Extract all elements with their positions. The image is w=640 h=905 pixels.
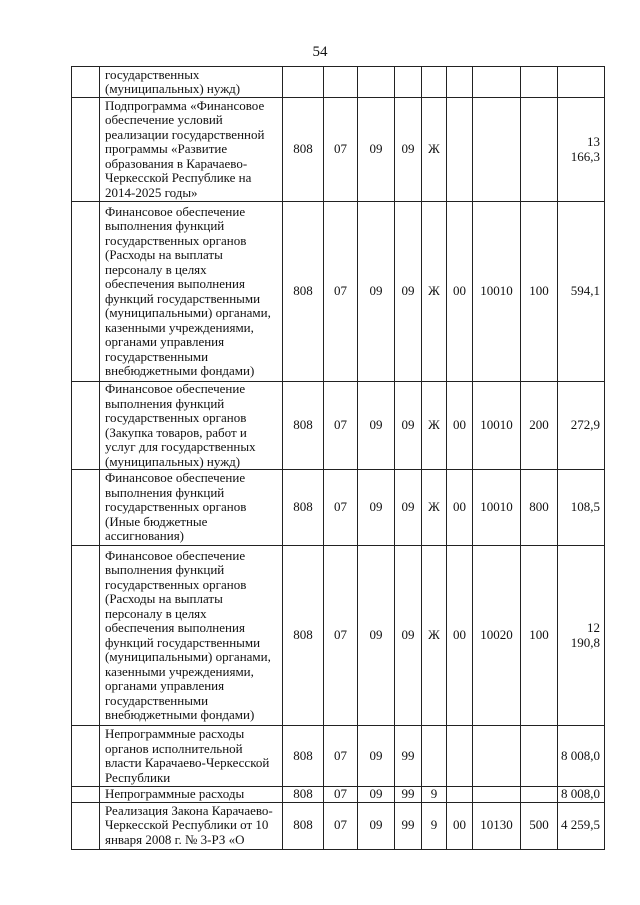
ministry-code-cell: 808 — [283, 382, 324, 470]
ministry-code-cell: 808 — [283, 98, 324, 202]
subprogram-code-cell: Ж — [422, 546, 447, 726]
section-code-cell: 07 — [324, 802, 358, 849]
expense-type-cell: 100 — [521, 546, 558, 726]
program-code-cell: 99 — [395, 787, 422, 803]
direction-code-cell: 00 — [447, 202, 473, 382]
table-row — [72, 202, 605, 382]
amount-cell: 12 190,8 — [558, 546, 605, 726]
subprogram-code-cell: Ж — [422, 202, 447, 382]
table-row — [72, 98, 605, 202]
section-code-cell — [324, 67, 358, 98]
section-code-cell: 07 — [324, 470, 358, 546]
expense-type-cell: 800 — [521, 470, 558, 546]
row-name-cell: Непрограммные расходы органов исполнительной власти Карачаево-Черкесской Республики — [100, 726, 283, 787]
expense-code-cell: 10010 — [473, 470, 521, 546]
expense-code-cell — [473, 98, 521, 202]
direction-code-cell: 00 — [447, 470, 473, 546]
table-row — [72, 802, 605, 849]
subprogram-code-cell: Ж — [422, 98, 447, 202]
expense-type-cell: 500 — [521, 802, 558, 849]
expense-code-cell — [473, 67, 521, 98]
direction-code-cell: 00 — [447, 382, 473, 470]
program-code-cell: 09 — [395, 202, 422, 382]
subprogram-code-cell: Ж — [422, 382, 447, 470]
program-code-cell: 09 — [395, 382, 422, 470]
amount-cell: 4 259,5 — [558, 802, 605, 849]
ministry-code-cell: 808 — [283, 470, 324, 546]
subsection-code-cell: 09 — [358, 802, 395, 849]
program-code-cell: 09 — [395, 470, 422, 546]
subsection-code-cell: 09 — [358, 202, 395, 382]
expense-type-cell: 100 — [521, 202, 558, 382]
section-code-cell: 07 — [324, 787, 358, 803]
ministry-code-cell: 808 — [283, 546, 324, 726]
section-code-cell: 07 — [324, 382, 358, 470]
expense-type-cell: 200 — [521, 382, 558, 470]
table-row — [72, 470, 605, 546]
row-name-cell: Непрограммные расходы — [100, 787, 283, 803]
amount-cell — [558, 67, 605, 98]
amount-cell: 108,5 — [558, 470, 605, 546]
expense-type-cell — [521, 726, 558, 787]
row-name-cell: Финансовое обеспечение выполнения функций государственных органов (Расходы на выплаты персоналу в целях обеспечения выполнения функций государственными (муниципальными) органами, казенными учреждениями, органами управления государственными внебюджетными фондами) — [100, 202, 283, 382]
table-row — [72, 67, 605, 98]
budget-table — [71, 66, 605, 850]
section-code-cell: 07 — [324, 98, 358, 202]
amount-cell: 13 166,3 — [558, 98, 605, 202]
row-name-cell: Реализация Закона Карачаево-Черкесской Республики от 10 января 2008 г. № 3-РЗ «О — [100, 802, 283, 849]
program-code-cell: 99 — [395, 802, 422, 849]
ministry-code-cell: 808 — [283, 787, 324, 803]
row-name-cell: Подпрограмма «Финансовое обеспечение условий реализации государственной программы «Развитие образования в Карачаево-Черкесской Республике на 2014-2025 годы» — [100, 98, 283, 202]
row-index-cell — [72, 98, 100, 202]
subsection-code-cell: 09 — [358, 382, 395, 470]
subsection-code-cell — [358, 67, 395, 98]
program-code-cell: 09 — [395, 98, 422, 202]
subsection-code-cell: 09 — [358, 787, 395, 803]
row-index-cell — [72, 802, 100, 849]
expense-code-cell: 10130 — [473, 802, 521, 849]
subsection-code-cell: 09 — [358, 470, 395, 546]
ministry-code-cell: 808 — [283, 202, 324, 382]
section-code-cell: 07 — [324, 546, 358, 726]
ministry-code-cell: 808 — [283, 726, 324, 787]
row-index-cell — [72, 726, 100, 787]
expense-type-cell — [521, 67, 558, 98]
amount-cell: 594,1 — [558, 202, 605, 382]
table-row — [72, 726, 605, 787]
row-index-cell — [72, 202, 100, 382]
subsection-code-cell: 09 — [358, 98, 395, 202]
subprogram-code-cell: Ж — [422, 470, 447, 546]
table-row — [72, 787, 605, 803]
row-index-cell — [72, 470, 100, 546]
row-name-cell: Финансовое обеспечение выполнения функций государственных органов (Иные бюджетные ассигнования) — [100, 470, 283, 546]
program-code-cell: 99 — [395, 726, 422, 787]
section-code-cell: 07 — [324, 726, 358, 787]
subprogram-code-cell: 9 — [422, 802, 447, 849]
table-row — [72, 546, 605, 726]
row-index-cell — [72, 787, 100, 803]
row-name-cell: Финансовое обеспечение выполнения функций государственных органов (Закупка товаров, работ и услуг для государственных (муниципальных) нужд) — [100, 382, 283, 470]
row-index-cell — [72, 546, 100, 726]
direction-code-cell — [447, 67, 473, 98]
expense-type-cell — [521, 98, 558, 202]
subsection-code-cell: 09 — [358, 726, 395, 787]
ministry-code-cell — [283, 67, 324, 98]
subprogram-code-cell: 9 — [422, 787, 447, 803]
ministry-code-cell: 808 — [283, 802, 324, 849]
expense-code-cell: 10010 — [473, 382, 521, 470]
page-number: 54 — [312, 44, 328, 60]
direction-code-cell — [447, 787, 473, 803]
expense-code-cell: 10020 — [473, 546, 521, 726]
direction-code-cell — [447, 726, 473, 787]
table-row — [72, 382, 605, 470]
direction-code-cell — [447, 98, 473, 202]
subsection-code-cell: 09 — [358, 546, 395, 726]
row-index-cell — [72, 67, 100, 98]
direction-code-cell: 00 — [447, 802, 473, 849]
amount-cell: 8 008,0 — [558, 787, 605, 803]
expense-code-cell: 10010 — [473, 202, 521, 382]
program-code-cell: 09 — [395, 546, 422, 726]
amount-cell: 272,9 — [558, 382, 605, 470]
section-code-cell: 07 — [324, 202, 358, 382]
subprogram-code-cell — [422, 67, 447, 98]
expense-code-cell — [473, 726, 521, 787]
subprogram-code-cell — [422, 726, 447, 787]
row-name-cell: Финансовое обеспечение выполнения функций государственных органов (Расходы на выплаты персоналу в целях обеспечения выполнения функций государственными (муниципальными) органами, казенными учреждениями, органами управления государственными внебюджетными фондами) — [100, 546, 283, 726]
direction-code-cell: 00 — [447, 546, 473, 726]
expense-code-cell — [473, 787, 521, 803]
expense-type-cell — [521, 787, 558, 803]
row-index-cell — [72, 382, 100, 470]
row-name-cell: государственных (муниципальных) нужд) — [100, 67, 283, 98]
amount-cell: 8 008,0 — [558, 726, 605, 787]
program-code-cell — [395, 67, 422, 98]
